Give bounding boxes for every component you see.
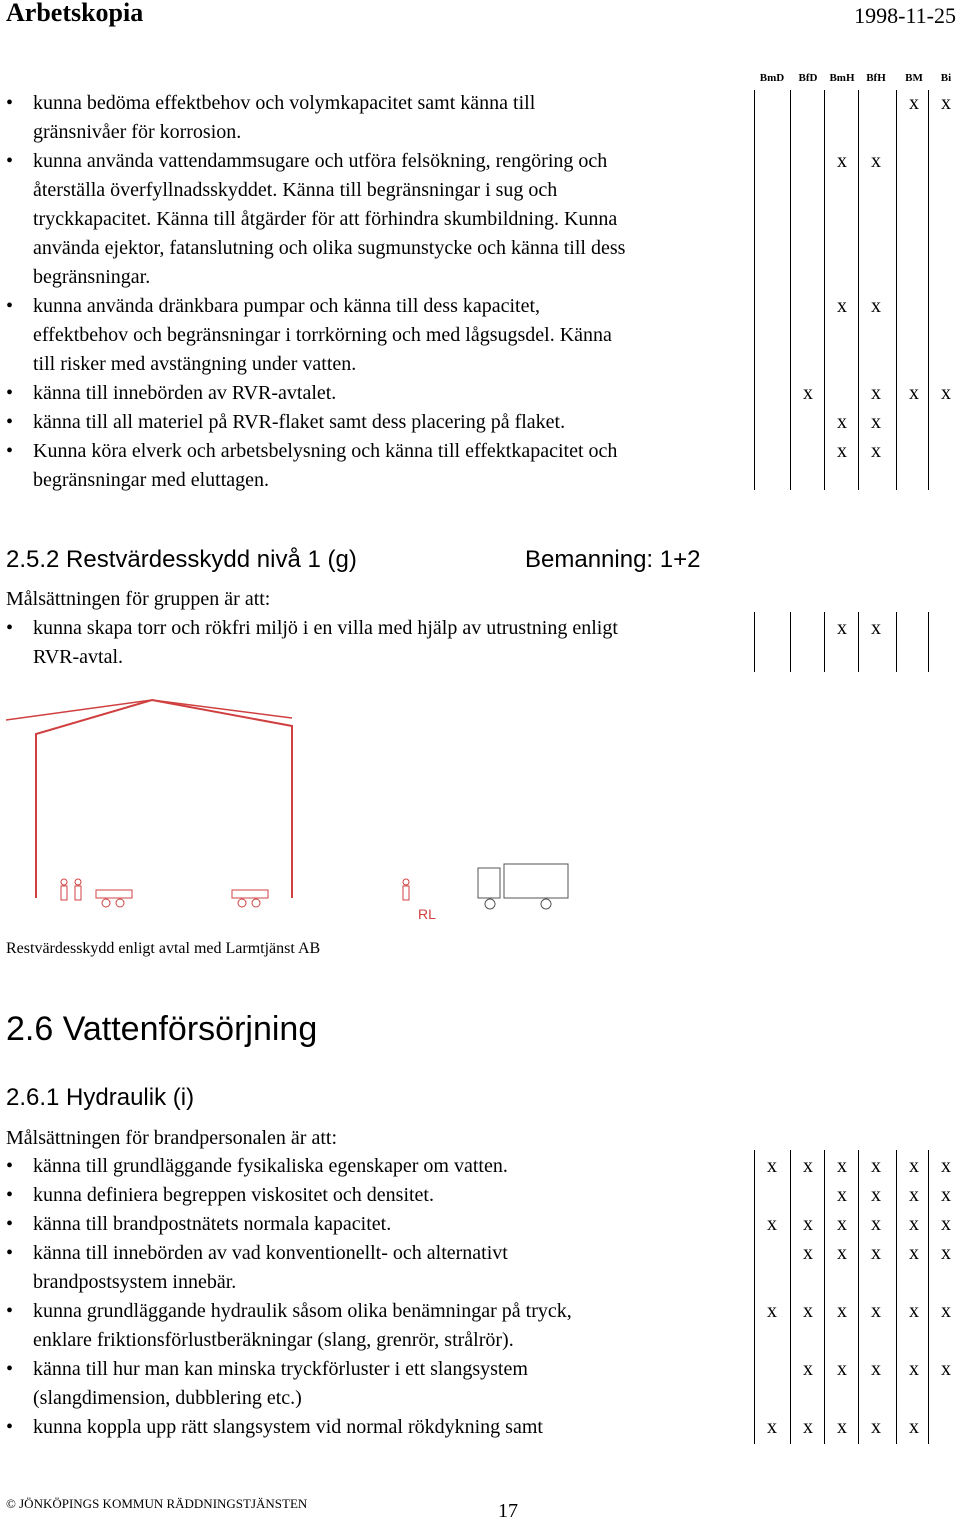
objective-text: återställa överfyllnadsskyddet. Känna till begränsningar i sug och bbox=[33, 179, 558, 201]
objective-text: kunna bedöma effektbehov och volymkapacitet samt känna till bbox=[33, 92, 536, 114]
objective-text: känna till brandpostnätets normala kapacitet. bbox=[33, 1213, 392, 1235]
column-divider bbox=[896, 612, 897, 672]
column-divider bbox=[754, 612, 755, 672]
firefighter-icon bbox=[403, 886, 409, 900]
objective-mark: x bbox=[837, 295, 847, 317]
objective-text: gränsnivåer för korrosion. bbox=[33, 121, 242, 143]
section-intro: Målsättningen för gruppen är att: bbox=[6, 588, 271, 610]
trailer-icon bbox=[232, 890, 268, 898]
objective-mark: x bbox=[803, 382, 813, 404]
objective-mark: x bbox=[871, 382, 881, 404]
objective-mark: x bbox=[837, 1155, 847, 1177]
person-icon bbox=[75, 879, 81, 885]
objective-mark: x bbox=[909, 1213, 919, 1235]
column-divider bbox=[928, 90, 929, 490]
objective-mark: x bbox=[837, 411, 847, 433]
objective-mark: x bbox=[803, 1242, 813, 1264]
objective-text: till risker med avstängning under vatten. bbox=[33, 353, 357, 375]
objective-mark: x bbox=[837, 150, 847, 172]
objective-mark: x bbox=[941, 1300, 951, 1322]
bullet-icon: • bbox=[6, 1358, 14, 1380]
person-icon bbox=[61, 879, 67, 885]
objective-mark: x bbox=[803, 1300, 813, 1322]
objective-text: kunna definiera begreppen viskositet och densitet. bbox=[33, 1184, 434, 1206]
column-header-bm: BM bbox=[905, 72, 923, 84]
roof-right bbox=[152, 700, 292, 718]
section-heading: 2.6 Vattenförsörjning bbox=[6, 1010, 318, 1048]
bullet-icon: • bbox=[6, 1300, 14, 1322]
column-header-bfh: BfH bbox=[866, 72, 886, 84]
objective-text: känna till all materiel på RVR-flaket samt dess placering på flaket. bbox=[33, 411, 566, 433]
column-header-bi: Bi bbox=[940, 72, 952, 84]
wheel-icon bbox=[252, 899, 260, 907]
wheel-icon bbox=[116, 899, 124, 907]
bullet-icon: • bbox=[6, 1242, 14, 1264]
objective-mark: x bbox=[909, 1242, 919, 1264]
objective-mark: x bbox=[941, 1155, 951, 1177]
objective-mark: x bbox=[941, 1213, 951, 1235]
objective-mark: x bbox=[871, 1242, 881, 1264]
bullet-icon: • bbox=[6, 92, 14, 114]
objective-mark: x bbox=[941, 92, 951, 114]
objective-text: kunna grundläggande hydraulik såsom olika benämningar på tryck, bbox=[33, 1300, 572, 1322]
objective-mark: x bbox=[803, 1213, 813, 1235]
bullet-icon: • bbox=[6, 411, 14, 433]
objective-text: RVR-avtal. bbox=[33, 646, 124, 668]
objective-text: tryckkapacitet. Känna till åtgärder för att förhindra skumbildning. Kunna bbox=[33, 208, 618, 230]
objective-text: känna till grundläggande fysikaliska egenskaper om vatten. bbox=[33, 1155, 508, 1177]
objective-mark: x bbox=[803, 1155, 813, 1177]
roof-left bbox=[6, 700, 152, 720]
objective-mark: x bbox=[803, 1358, 813, 1380]
bullet-icon: • bbox=[6, 1416, 14, 1438]
page-number: 17 bbox=[498, 1500, 518, 1522]
truck-cab bbox=[478, 868, 500, 898]
bullet-icon: • bbox=[6, 382, 14, 404]
rvr-illustration bbox=[0, 690, 960, 930]
truck-box bbox=[504, 864, 568, 898]
bullet-icon: • bbox=[6, 1213, 14, 1235]
objective-mark: x bbox=[941, 1358, 951, 1380]
wheel-icon bbox=[238, 899, 246, 907]
objective-mark: x bbox=[837, 617, 847, 639]
objective-text: Kunna köra elverk och arbetsbelysning och känna till effektkapacitet och bbox=[33, 440, 618, 462]
objective-text: kunna skapa torr och rökfri miljö i en villa med hjälp av utrustning enligt bbox=[33, 617, 618, 639]
objective-mark: x bbox=[909, 1184, 919, 1206]
document-date: 1998-11-25 bbox=[854, 3, 956, 28]
subsection-heading: 2.6.1 Hydraulik (i) bbox=[6, 1084, 195, 1111]
objective-text: använda ejektor, fatanslutning och olika sugmunstycke och känna till dess bbox=[33, 237, 626, 259]
column-divider bbox=[754, 90, 755, 490]
objective-mark: x bbox=[871, 617, 881, 639]
objective-mark: x bbox=[837, 1242, 847, 1264]
section-heading: 2.5.2 Restvärdesskydd nivå 1 (g) bbox=[6, 546, 357, 573]
staffing-label: Bemanning: 1+2 bbox=[525, 546, 701, 573]
column-header-bmd: BmD bbox=[759, 72, 785, 84]
objective-mark: x bbox=[871, 1300, 881, 1322]
objective-mark: x bbox=[837, 1184, 847, 1206]
objective-mark: x bbox=[837, 440, 847, 462]
objective-text: begränsningar. bbox=[33, 266, 151, 288]
column-divider bbox=[790, 90, 791, 490]
person-icon bbox=[75, 886, 81, 900]
objective-mark: x bbox=[767, 1416, 777, 1438]
objective-mark: x bbox=[871, 411, 881, 433]
objective-text: kunna använda vattendammsugare och utföra felsökning, rengöring och bbox=[33, 150, 608, 172]
objective-mark: x bbox=[837, 1213, 847, 1235]
objective-mark: x bbox=[871, 440, 881, 462]
objective-mark: x bbox=[909, 1416, 919, 1438]
footer-organization: © JÖNKÖPINGS KOMMUN RÄDDNINGSTJÄNSTEN bbox=[6, 1496, 308, 1511]
objective-mark: x bbox=[941, 1242, 951, 1264]
objective-mark: x bbox=[871, 1184, 881, 1206]
wheel-icon bbox=[102, 899, 110, 907]
firefighter-icon bbox=[403, 879, 409, 885]
objective-mark: x bbox=[909, 1300, 919, 1322]
person-icon bbox=[61, 886, 67, 900]
bullet-icon: • bbox=[6, 440, 14, 462]
bullet-icon: • bbox=[6, 1155, 14, 1177]
wheel-icon bbox=[485, 899, 495, 909]
objective-mark: x bbox=[837, 1358, 847, 1380]
objective-mark: x bbox=[803, 1416, 813, 1438]
objective-mark: x bbox=[767, 1300, 777, 1322]
building-outline bbox=[36, 700, 292, 898]
document-title: Arbetskopia bbox=[6, 0, 144, 27]
column-header-bfd: BfD bbox=[798, 72, 818, 84]
bullet-icon: • bbox=[6, 617, 14, 639]
wheel-icon bbox=[541, 899, 551, 909]
objective-text: (slangdimension, dubblering etc.) bbox=[33, 1387, 302, 1409]
objective-mark: x bbox=[767, 1213, 777, 1235]
bullet-icon: • bbox=[6, 150, 14, 172]
objective-text: brandpostsystem innebär. bbox=[33, 1271, 237, 1293]
column-divider bbox=[896, 90, 897, 490]
objective-mark: x bbox=[871, 1358, 881, 1380]
bullet-icon: • bbox=[6, 295, 14, 317]
objective-mark: x bbox=[871, 1416, 881, 1438]
objective-mark: x bbox=[871, 1155, 881, 1177]
objective-mark: x bbox=[909, 382, 919, 404]
objective-text: begränsningar med eluttagen. bbox=[33, 469, 270, 491]
objective-mark: x bbox=[941, 1184, 951, 1206]
objective-mark: x bbox=[909, 1155, 919, 1177]
objective-text: kunna använda dränkbara pumpar och känna till dess kapacitet, bbox=[33, 295, 541, 317]
objective-mark: x bbox=[871, 150, 881, 172]
bullet-icon: • bbox=[6, 1184, 14, 1206]
column-divider bbox=[790, 612, 791, 672]
objective-mark: x bbox=[767, 1155, 777, 1177]
figure-label: RL bbox=[418, 906, 436, 922]
objective-mark: x bbox=[909, 92, 919, 114]
objective-mark: x bbox=[837, 1300, 847, 1322]
objective-mark: x bbox=[909, 1358, 919, 1380]
objective-text: enklare friktionsförlustberäkningar (slang, grenrör, strålrör). bbox=[33, 1329, 514, 1351]
trailer-icon bbox=[96, 890, 132, 898]
objective-mark: x bbox=[837, 1416, 847, 1438]
column-divider bbox=[928, 612, 929, 672]
column-header-bmh: BmH bbox=[829, 72, 855, 84]
objective-mark: x bbox=[871, 1213, 881, 1235]
figure-caption: Restvärdesskydd enligt avtal med Larmtjänst AB bbox=[6, 940, 321, 957]
objective-text: effektbehov och begränsningar i torrkörning och med lågsugsdel. Känna bbox=[33, 324, 612, 346]
objective-text: känna till hur man kan minska tryckförluster i ett slangsystem bbox=[33, 1358, 528, 1380]
objective-mark: x bbox=[871, 295, 881, 317]
objective-text: kunna koppla upp rätt slangsystem vid normal rökdykning samt bbox=[33, 1416, 543, 1438]
objective-text: känna till innebörden av RVR-avtalet. bbox=[33, 382, 337, 404]
section-intro: Målsättningen för brandpersonalen är att: bbox=[6, 1127, 337, 1149]
objective-mark: x bbox=[941, 382, 951, 404]
objective-text: känna till innebörden av vad konventionellt- och alternativt bbox=[33, 1242, 508, 1264]
